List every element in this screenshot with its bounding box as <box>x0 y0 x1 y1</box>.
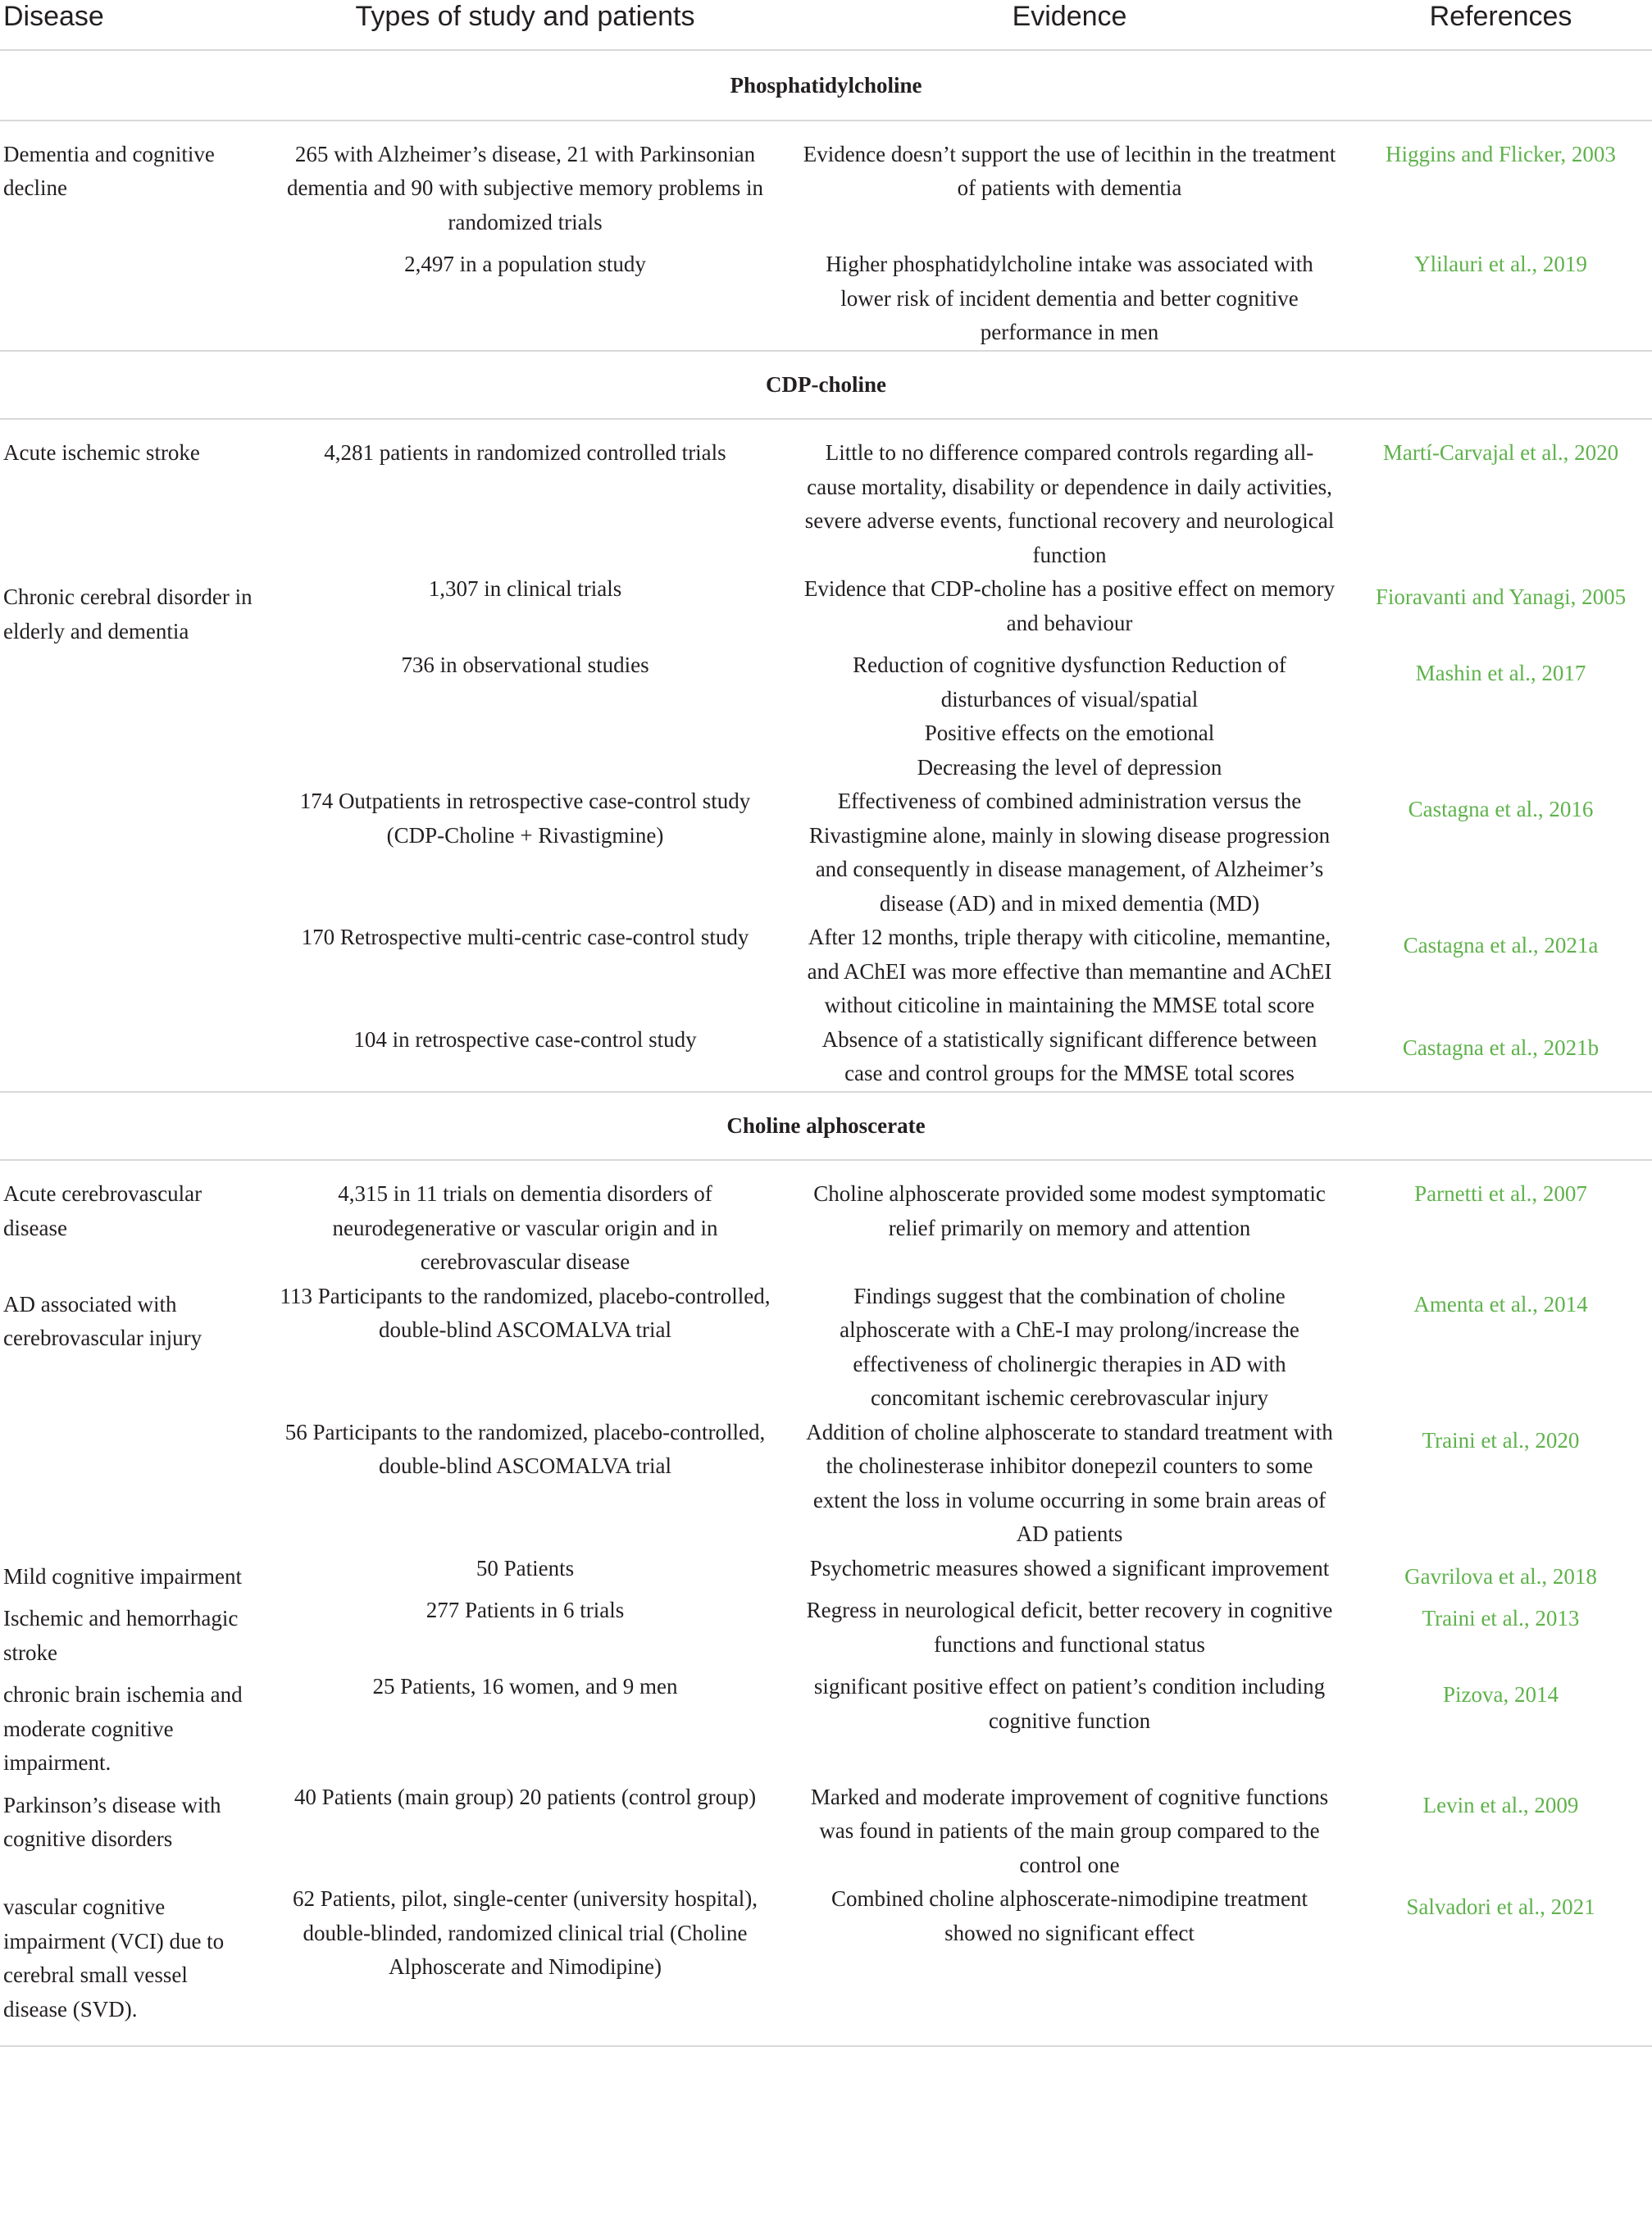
table-row <box>0 121 1652 240</box>
cell-study: 1,307 in clinical trials <box>428 576 622 601</box>
cell-reference[interactable] <box>1349 419 1652 572</box>
section-title: Choline alphoscerate <box>0 1092 1652 1161</box>
cell-study: 736 in observational studies <box>401 653 649 677</box>
cell-study: 50 Patients <box>476 1555 575 1581</box>
cell-disease <box>0 1416 261 1552</box>
table-header <box>0 0 1652 50</box>
reference-link[interactable]: Mashin et al., 2017 <box>1415 661 1586 685</box>
reference-link[interactable]: Pizova, 2014 <box>1443 1682 1559 1707</box>
table-row <box>0 1280 1652 1416</box>
reference-link[interactable]: Levin et al., 2009 <box>1422 1792 1579 1817</box>
cell-reference[interactable] <box>1349 572 1652 648</box>
cell-evidence: Evidence doesn’t support the use of lecithin in the treatment of patients with dementia <box>803 141 1336 200</box>
evidence-line: Reduction of cognitive dysfunction Reduction of disturbances of visual/spatial <box>853 653 1286 712</box>
cell-evidence: Combined choline alphoscerate-nimodipine treatment showed no significant effect <box>790 1882 1349 2046</box>
table-row <box>0 572 1652 648</box>
table-row <box>0 1594 1652 1670</box>
cell-study: 4,315 in 11 trials on dementia disorders of neurodegenerative or vascular origin and in cerebrovascular disease <box>332 1181 718 1274</box>
header-disease: Disease <box>0 0 261 50</box>
cell-disease <box>0 785 261 921</box>
header-evidence: Evidence <box>790 0 1349 50</box>
cell-reference[interactable] <box>1349 239 1652 351</box>
reference-link[interactable]: Traini et al., 2020 <box>1422 1427 1580 1453</box>
reference-link[interactable]: Martí-Carvajal et al., 2020 <box>1382 440 1619 465</box>
cell-evidence: Choline alphoscerate provided some modest symptomatic relief primarily on memory and attention <box>813 1181 1326 1240</box>
cell-disease: Mild cognitive impairment <box>3 1563 242 1589</box>
table-row <box>0 1160 1652 1280</box>
table-row <box>0 785 1652 921</box>
cell-study: 170 Retrospective multi-centric case-control study <box>301 925 749 949</box>
cell-study: 62 Patients, pilot, single-center (university hospital), double-blinded, randomized clinical trial (Choline Alphoscerate and Nimodipine) <box>261 1882 790 2046</box>
cell-evidence: Regress in neurological deficit, better recovery in cognitive functions and functional status <box>806 1598 1333 1657</box>
header-references: References <box>1349 0 1652 50</box>
reference-link[interactable]: Fioravanti and Yanagi, 2005 <box>1375 584 1627 609</box>
cell-reference[interactable] <box>1349 1552 1652 1594</box>
reference-link[interactable]: Castagna et al., 2016 <box>1408 797 1594 821</box>
reference-link[interactable]: Salvadori et al., 2021 <box>1406 1894 1595 1919</box>
table-row <box>0 648 1652 785</box>
section-row-choline-alphoscerate <box>0 1092 1652 1161</box>
table-body <box>0 50 1652 2046</box>
header-row <box>0 0 1652 50</box>
table-row <box>0 1882 1652 2046</box>
cell-study: 2,497 in a population study <box>261 239 790 351</box>
cell-study: 40 Patients (main group) 20 patients (control group) <box>294 1784 757 1809</box>
table-row <box>0 1670 1652 1781</box>
cell-evidence: Psychometric measures showed a significant improvement <box>809 1555 1330 1581</box>
cell-evidence: Effectiveness of combined administration versus the Rivastigmine alone, mainly in slowing disease progression and consequently in disease management, of Alzheimer’s disease (AD) and in mixed dementia (MD) <box>808 789 1331 916</box>
cell-evidence: Findings suggest that the combination of choline alphoscerate with a ChE-I may prolong/increase the effectiveness of cholinergic therapies in AD with concomitant ischemic cerebrovascular injury <box>840 1283 1299 1410</box>
cell-reference[interactable] <box>1349 1160 1652 1280</box>
cell-reference[interactable] <box>1349 1280 1652 1416</box>
table-row <box>0 419 1652 572</box>
cell-study: 174 Outpatients in retrospective case-control study (CDP-Choline + Rivastigmine) <box>299 789 751 848</box>
cell-study: 104 in retrospective case-control study <box>261 1023 790 1092</box>
cell-reference[interactable] <box>1349 1781 1652 1883</box>
cell-reference[interactable] <box>1349 1594 1652 1670</box>
reference-link[interactable]: Parnetti et al., 2007 <box>1414 1181 1587 1206</box>
cell-disease: Acute cerebrovascular disease <box>3 1181 203 1240</box>
table-row <box>0 921 1652 1023</box>
reference-link[interactable]: Ylilauri et al., 2019 <box>1414 252 1587 276</box>
cell-study: 265 with Alzheimer’s disease, 21 with Parkinsonian dementia and 90 with subjective memory problems in randomized trials <box>286 141 764 234</box>
reference-link[interactable]: Castagna et al., 2021b <box>1402 1035 1600 1060</box>
cell-disease: AD associated with cerebrovascular injury <box>3 1291 203 1350</box>
cell-reference[interactable] <box>1349 921 1652 1023</box>
cell-disease <box>0 648 261 785</box>
cell-evidence: significant positive effect on patient’s condition including cognitive function <box>813 1674 1326 1733</box>
cell-evidence: Addition of choline alphoscerate to standard treatment with the cholinesterase inhibitor donepezil counters to some extent the loss in volume occurring in some brain areas of AD patients <box>806 1419 1333 1546</box>
cell-evidence: Marked and moderate improvement of cognitive functions was found in patients of the main group compared to the control one <box>810 1784 1329 1877</box>
cell-disease: Chronic cerebral disorder in elderly and dementia <box>3 584 253 644</box>
cell-reference[interactable] <box>1349 1023 1652 1092</box>
reference-link[interactable]: Gavrilova et al., 2018 <box>1404 1563 1597 1589</box>
reference-link[interactable]: Traini et al., 2013 <box>1422 1606 1580 1631</box>
table-row <box>0 1416 1652 1552</box>
cell-reference[interactable] <box>1349 648 1652 785</box>
section-row-phosphatidylcholine <box>0 50 1652 121</box>
cell-reference[interactable] <box>1349 1882 1652 2046</box>
evidence-line: Positive effects on the emotional <box>924 721 1215 745</box>
cell-disease: Ischemic and hemorrhagic stroke <box>3 1606 239 1665</box>
cell-evidence: Evidence that CDP-choline has a positive effect on memory and behaviour <box>803 576 1336 635</box>
cell-study: 56 Participants to the randomized, placebo-controlled, double-blind ASCOMALVA trial <box>284 1419 766 1478</box>
table-row <box>0 1781 1652 1883</box>
cell-study: 113 Participants to the randomized, placebo-controlled, double-blind ASCOMALVA trial <box>280 1283 771 1342</box>
cell-study: 277 Patients in 6 trials <box>426 1598 625 1622</box>
header-study: Types of study and patients <box>261 0 790 50</box>
cell-evidence: Little to no difference compared controls regarding all-cause mortality, disability or dependence in daily activities, severe adverse events, functional recovery and neurological function <box>804 440 1335 567</box>
cell-disease <box>0 239 261 351</box>
cell-reference[interactable] <box>1349 1416 1652 1552</box>
reference-link[interactable]: Castagna et al., 2021a <box>1403 933 1599 957</box>
cell-disease: vascular cognitive impairment (VCI) due to cerebral small vessel disease (SVD). <box>0 1882 261 2046</box>
cell-disease: chronic brain ischemia and moderate cognitive impairment. <box>3 1682 243 1775</box>
cell-study: 4,281 patients in randomized controlled trials <box>324 440 726 465</box>
cell-evidence: Higher phosphatidylcholine intake was associated with lower risk of incident dementia and better cognitive performance in men <box>790 239 1349 351</box>
reference-link[interactable]: Higgins and Flicker, 2003 <box>1386 141 1616 166</box>
cell-disease <box>0 921 261 1023</box>
section-row-cdp-choline <box>0 351 1652 420</box>
cell-evidence: After 12 months, triple therapy with citicoline, memantine, and AChEI was more effective than memantine and AChEI without citicoline in maintaining the MMSE total score <box>807 925 1332 1017</box>
cell-reference[interactable] <box>1349 1670 1652 1781</box>
table-row <box>0 239 1652 351</box>
cell-reference[interactable] <box>1349 121 1652 240</box>
cell-disease: Acute ischemic stroke <box>3 440 200 465</box>
cell-evidence: Absence of a statistically significant difference between case and control groups for the MMSE total scores <box>790 1023 1349 1092</box>
cell-disease: Parkinson’s disease with cognitive disorders <box>3 1792 221 1851</box>
cell-evidence <box>790 648 1349 785</box>
section-title: Phosphatidylcholine <box>0 50 1652 121</box>
section-title: CDP-choline <box>0 351 1652 420</box>
cell-disease <box>0 1023 261 1092</box>
table-row <box>0 1023 1652 1092</box>
cell-reference[interactable] <box>1349 785 1652 921</box>
cell-disease: Dementia and cognitive decline <box>3 141 215 200</box>
reference-link[interactable]: Amenta et al., 2014 <box>1413 1291 1588 1317</box>
evidence-line: Decreasing the level of depression <box>917 754 1222 780</box>
cell-study: 25 Patients, 16 women, and 9 men <box>372 1674 678 1699</box>
table-row <box>0 1552 1652 1594</box>
